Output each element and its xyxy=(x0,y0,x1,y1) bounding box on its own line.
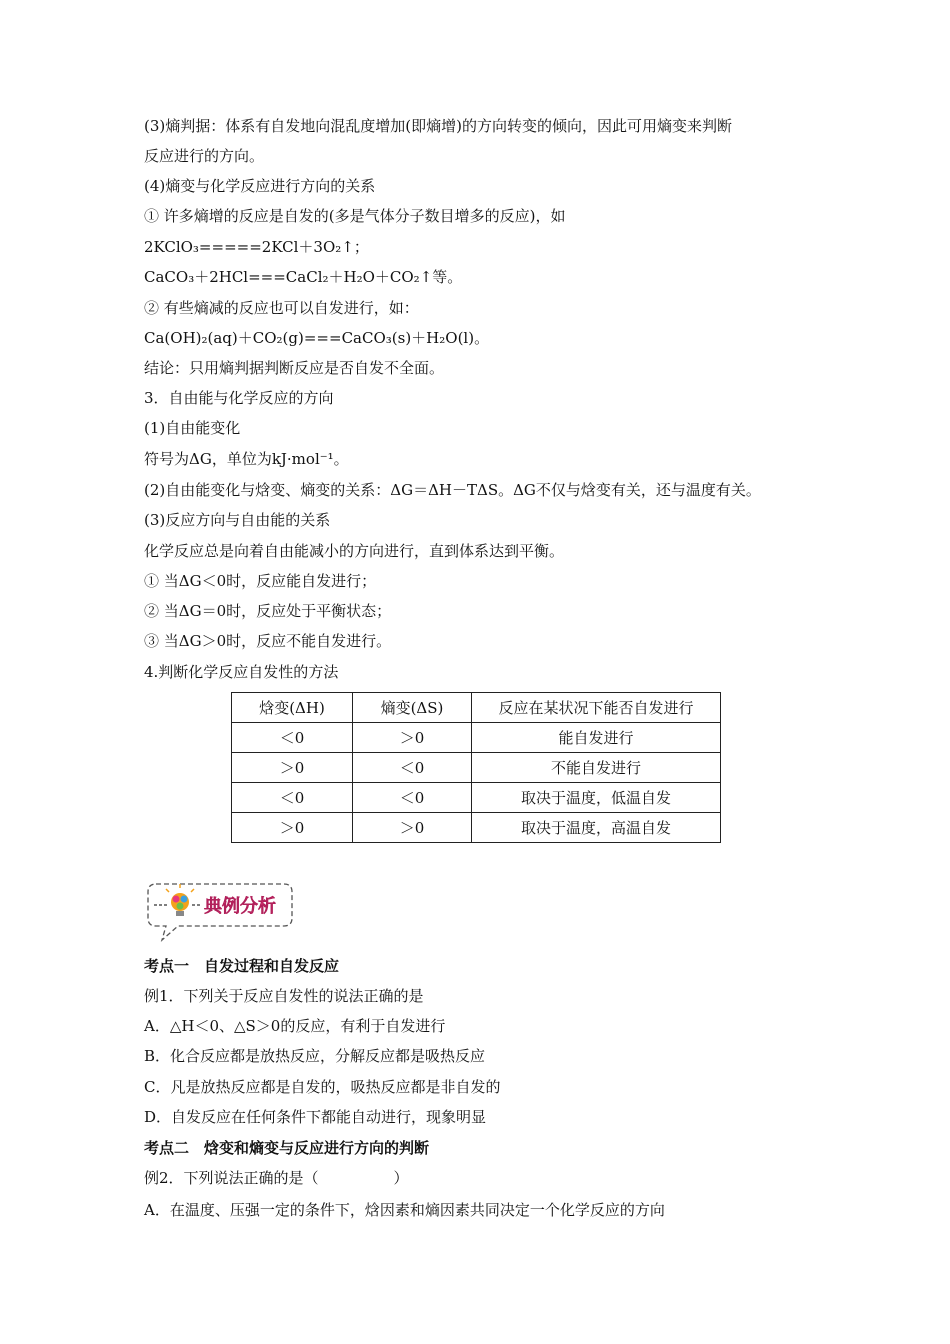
table-row xyxy=(232,753,721,783)
table-cell: ＞0 xyxy=(232,753,353,783)
example-two-question: 例2．下列说法正确的是（ ） xyxy=(144,1169,409,1187)
free-energy-relation-line: (2)自由能变化与焓变、熵变的关系：ΔG＝ΔH－TΔS。ΔG不仅与焓变有关，还与温度有关。 xyxy=(144,481,761,499)
exam-point-two-heading: 考点二 焓变和熵变与反应进行方向的判断 xyxy=(144,1139,430,1157)
subheading-free-energy-change: (1)自由能变化 xyxy=(144,419,241,437)
entropy-criterion-line2: 反应进行的方向。 xyxy=(144,147,265,165)
conclusion-line: 结论：只用熵判据判断反应是否自发不全面。 xyxy=(144,359,445,377)
example-one-question: 例1．下列关于反应自发性的说法正确的是 xyxy=(144,987,424,1005)
example-two-option-a: A．在温度、压强一定的条件下，焓因素和熵因素共同决定一个化学反应的方向 xyxy=(144,1201,665,1219)
table-cell: ＜0 xyxy=(353,783,472,813)
table-cell: ＜0 xyxy=(232,783,353,813)
condition-negative: ① 当ΔG＜0时，反应能自发进行； xyxy=(144,572,377,590)
table-header-cell: 反应在某状况下能否自发进行 xyxy=(472,693,721,723)
table-cell: ＜0 xyxy=(353,753,472,783)
subheading-direction-free-energy: (3)反应方向与自由能的关系 xyxy=(144,511,331,529)
table-cell: 取决于温度，低温自发 xyxy=(472,783,721,813)
condition-positive: ③ 当ΔG＞0时，反应不能自发进行。 xyxy=(144,632,392,650)
equilibrium-statement: 化学反应总是向着自由能减小的方向进行，直到体系达到平衡。 xyxy=(144,542,565,560)
section-heading-free-energy: 3．自由能与化学反应的方向 xyxy=(144,389,334,407)
condition-zero: ② 当ΔG＝0时，反应处于平衡状态； xyxy=(144,602,392,620)
section-heading-entropy-relation: (4)熵变与化学反应进行方向的关系 xyxy=(144,177,376,195)
section-heading-method: 4.判断化学反应自发性的方法 xyxy=(144,663,339,681)
table-cell: ＞0 xyxy=(353,723,472,753)
table-cell: ＜0 xyxy=(232,723,353,753)
example-analysis-badge xyxy=(144,878,296,944)
table-row xyxy=(232,723,721,753)
table-cell: 能自发进行 xyxy=(472,723,721,753)
entropy-decrease-item: ② 有些熵减的反应也可以自发进行，如： xyxy=(144,299,419,317)
table-row xyxy=(232,783,721,813)
table-cell: 不能自发进行 xyxy=(472,753,721,783)
table-cell: ＞0 xyxy=(232,813,353,843)
table-header-row xyxy=(232,693,721,723)
example-one-option-b: B．化合反应都是放热反应，分解反应都是吸热反应 xyxy=(144,1047,486,1065)
equation-kclo3: 2KClO₃=====2KCl＋3O₂↑； xyxy=(144,238,369,256)
table-cell: ＞0 xyxy=(353,813,472,843)
example-one-option-d: D．自发反应在任何条件下都能自动进行，现象明显 xyxy=(144,1108,487,1126)
table-header-cell: 焓变(ΔH) xyxy=(232,693,353,723)
badge-label: 典例分析 xyxy=(204,896,276,917)
entropy-increase-item: ① 许多熵增的反应是自发的(多是气体分子数目增多的反应)，如 xyxy=(144,207,566,225)
free-energy-symbol-line: 符号为ΔG，单位为kJ·mol⁻¹。 xyxy=(144,450,349,468)
equation-caoh2: Ca(OH)₂(aq)＋CO₂(g)===CaCO₃(s)＋H₂O(l)。 xyxy=(144,329,490,347)
table-row xyxy=(232,813,721,843)
exam-point-one-heading: 考点一 自发过程和自发反应 xyxy=(144,957,340,975)
example-one-option-a: A．△H＜0、△S＞0的反应，有利于自发进行 xyxy=(144,1017,446,1035)
spontaneity-table xyxy=(231,692,721,843)
entropy-criterion-line1: (3)熵判据：体系有自发地向混乱度增加(即熵增)的方向转变的倾向，因此可用熵变来判断 xyxy=(144,117,732,135)
equation-caco3: CaCO₃＋2HCl===CaCl₂＋H₂O＋CO₂↑等。 xyxy=(144,268,463,286)
example-one-option-c: C．凡是放热反应都是自发的，吸热反应都是非自发的 xyxy=(144,1078,501,1096)
table-header-cell: 熵变(ΔS) xyxy=(353,693,472,723)
table-cell: 取决于温度，高温自发 xyxy=(472,813,721,843)
